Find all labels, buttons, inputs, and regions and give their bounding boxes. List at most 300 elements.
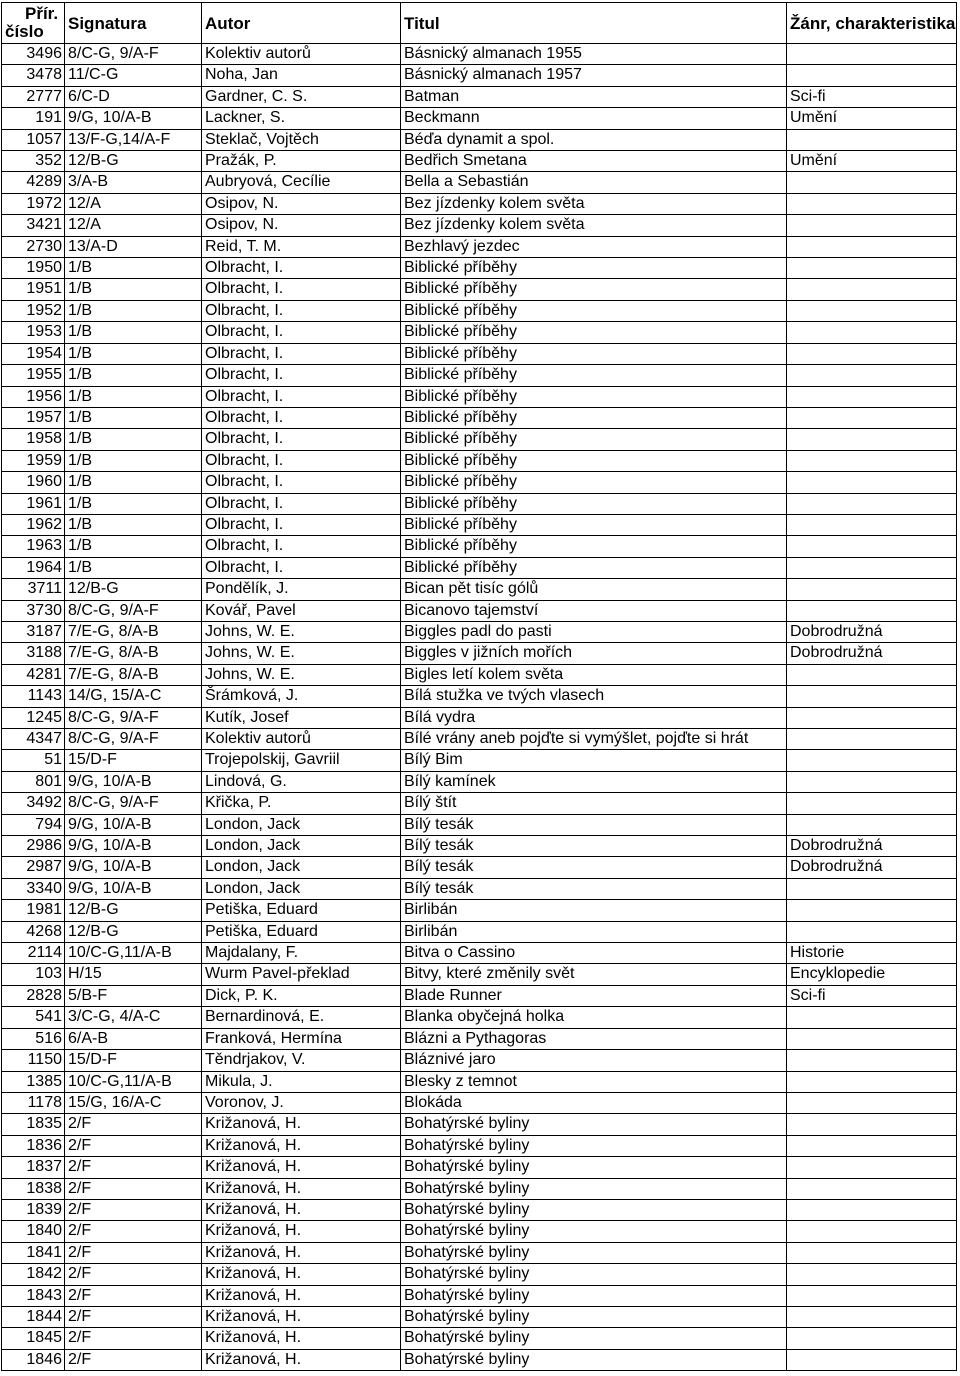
cell-genre [787,1178,957,1199]
cell-accession-number: 1835 [2,1114,65,1135]
cell-title: Biblické příběhy [401,279,787,300]
cell-signature: 1/B [65,450,202,471]
header-row [2,3,957,44]
table-row [2,472,957,493]
cell-signature: 6/A-B [65,1028,202,1049]
cell-author: Osipov, N. [202,215,401,236]
cell-genre: Dobrodružná [787,836,957,857]
table-row [2,236,957,257]
cell-signature: 2/F [65,1199,202,1220]
cell-author: Križanová, H. [202,1178,401,1199]
table-row [2,1157,957,1178]
cell-genre [787,771,957,792]
cell-accession-number: 1981 [2,900,65,921]
cell-accession-number: 3188 [2,643,65,664]
cell-genre [787,707,957,728]
cell-author: Križanová, H. [202,1306,401,1327]
cell-signature: 8/C-G, 9/A-F [65,600,202,621]
cell-signature: 15/G, 16/A-C [65,1092,202,1113]
cell-title: Biblické příběhy [401,300,787,321]
table-row [2,129,957,150]
cell-genre [787,1028,957,1049]
cell-author: Olbracht, I. [202,472,401,493]
cell-signature: 2/F [65,1285,202,1306]
cell-genre: Encyklopedie [787,964,957,985]
cell-title: Blade Runner [401,985,787,1006]
cell-title: Bílý tesák [401,878,787,899]
cell-genre [787,300,957,321]
header-signature: Signatura [65,3,202,44]
cell-title: Bohatýrské byliny [401,1178,787,1199]
cell-signature: 1/B [65,407,202,428]
cell-title: Bohatýrské byliny [401,1157,787,1178]
cell-accession-number: 1178 [2,1092,65,1113]
cell-title: Bohatýrské byliny [401,1242,787,1263]
cell-accession-number: 1955 [2,365,65,386]
cell-genre [787,1199,957,1220]
cell-author: Križanová, H. [202,1264,401,1285]
cell-title: Biblické příběhy [401,343,787,364]
table-row [2,279,957,300]
table-row [2,1071,957,1092]
cell-signature: 13/A-D [65,236,202,257]
table-header [2,3,957,44]
cell-signature: 9/G, 10/A-B [65,108,202,129]
cell-author: Olbracht, I. [202,429,401,450]
cell-signature: 12/A [65,215,202,236]
cell-author: Križanová, H. [202,1349,401,1370]
cell-signature: 2/F [65,1157,202,1178]
cell-author: Křička, P. [202,793,401,814]
table-row [2,1092,957,1113]
cell-author: Wurm Pavel-překlad [202,964,401,985]
cell-genre: Dobrodružná [787,643,957,664]
cell-title: Bílý Bim [401,750,787,771]
cell-signature: 1/B [65,300,202,321]
table-row [2,943,957,964]
cell-accession-number: 1845 [2,1328,65,1349]
cell-title: Bohatýrské byliny [401,1199,787,1220]
table-row [2,1242,957,1263]
cell-title: Blanka obyčejná holka [401,1007,787,1028]
cell-accession-number: 1836 [2,1135,65,1156]
cell-signature: 13/F-G,14/A-F [65,129,202,150]
cell-signature: 12/A [65,193,202,214]
cell-genre [787,322,957,343]
cell-genre [787,1221,957,1242]
cell-title: Bella a Sebastián [401,172,787,193]
cell-signature: 6/C-D [65,86,202,107]
cell-accession-number: 1958 [2,429,65,450]
cell-author: Johns, W. E. [202,664,401,685]
table-row [2,1285,957,1306]
cell-title: Bohatýrské byliny [401,1114,787,1135]
table-row [2,1306,957,1327]
cell-author: Těndrjakov, V. [202,1050,401,1071]
cell-accession-number: 1842 [2,1264,65,1285]
cell-title: Biblické příběhy [401,450,787,471]
cell-accession-number: 1972 [2,193,65,214]
cell-signature: 1/B [65,258,202,279]
cell-genre [787,407,957,428]
cell-author: Dick, P. K. [202,985,401,1006]
cell-signature: 15/D-F [65,1050,202,1071]
cell-author: Petiška, Eduard [202,900,401,921]
cell-title: Bezhlavý jezdec [401,236,787,257]
table-row [2,44,957,65]
cell-signature: 12/B-G [65,921,202,942]
table-row [2,1264,957,1285]
cell-genre [787,1285,957,1306]
cell-accession-number: 1952 [2,300,65,321]
cell-signature: 9/G, 10/A-B [65,814,202,835]
cell-accession-number: 1838 [2,1178,65,1199]
table-row [2,1221,957,1242]
cell-accession-number: 3492 [2,793,65,814]
cell-genre [787,900,957,921]
cell-title: Bílá vydra [401,707,787,728]
cell-signature: 8/C-G, 9/A-F [65,44,202,65]
cell-signature: 3/A-B [65,172,202,193]
cell-accession-number: 1959 [2,450,65,471]
cell-title: Bílý kamínek [401,771,787,792]
cell-accession-number: 2730 [2,236,65,257]
cell-title: Biblické příběhy [401,407,787,428]
cell-title: Biblické příběhy [401,365,787,386]
cell-signature: 10/C-G,11/A-B [65,943,202,964]
cell-author: Johns, W. E. [202,621,401,642]
cell-accession-number: 4268 [2,921,65,942]
cell-author: London, Jack [202,878,401,899]
cell-accession-number: 1961 [2,493,65,514]
cell-author: Osipov, N. [202,193,401,214]
cell-genre [787,236,957,257]
cell-author: Reid, T. M. [202,236,401,257]
cell-title: Bez jízdenky kolem světa [401,215,787,236]
cell-signature: 3/C-G, 4/A-C [65,1007,202,1028]
cell-signature: 1/B [65,514,202,535]
cell-accession-number: 1840 [2,1221,65,1242]
table-row [2,407,957,428]
table-row [2,750,957,771]
cell-accession-number: 1846 [2,1349,65,1370]
cell-accession-number: 3187 [2,621,65,642]
table-row [2,878,957,899]
cell-title: Bitva o Cassino [401,943,787,964]
cell-title: Bohatýrské byliny [401,1135,787,1156]
cell-genre [787,193,957,214]
cell-accession-number: 1143 [2,686,65,707]
cell-genre: Dobrodružná [787,857,957,878]
table-row [2,621,957,642]
cell-author: Bernardinová, E. [202,1007,401,1028]
table-row [2,964,957,985]
table-row [2,921,957,942]
cell-signature: H/15 [65,964,202,985]
table-row [2,1114,957,1135]
cell-title: Biblické příběhy [401,472,787,493]
cell-genre [787,386,957,407]
cell-genre [787,536,957,557]
cell-title: Biblické příběhy [401,514,787,535]
cell-genre [787,1328,957,1349]
table-row [2,1050,957,1071]
cell-genre [787,65,957,86]
cell-signature: 1/B [65,322,202,343]
cell-accession-number: 1837 [2,1157,65,1178]
table-row [2,1328,957,1349]
cell-author: London, Jack [202,814,401,835]
cell-author: Križanová, H. [202,1221,401,1242]
cell-accession-number: 1953 [2,322,65,343]
cell-accession-number: 3478 [2,65,65,86]
cell-author: Križanová, H. [202,1114,401,1135]
cell-accession-number: 4281 [2,664,65,685]
cell-author: Gardner, C. S. [202,86,401,107]
cell-author: London, Jack [202,836,401,857]
table-row [2,193,957,214]
cell-genre [787,215,957,236]
cell-title: Bedřich Smetana [401,151,787,172]
cell-signature: 7/E-G, 8/A-B [65,643,202,664]
cell-title: Birlibán [401,900,787,921]
cell-signature: 5/B-F [65,985,202,1006]
cell-author: Olbracht, I. [202,557,401,578]
cell-author: Olbracht, I. [202,258,401,279]
cell-title: Biblické příběhy [401,322,787,343]
cell-signature: 1/B [65,279,202,300]
cell-accession-number: 1957 [2,407,65,428]
cell-author: Križanová, H. [202,1199,401,1220]
cell-title: Bohatýrské byliny [401,1221,787,1242]
cell-author: Olbracht, I. [202,536,401,557]
cell-title: Bohatýrské byliny [401,1264,787,1285]
cell-signature: 1/B [65,557,202,578]
table-row [2,536,957,557]
table-row [2,643,957,664]
cell-accession-number: 1962 [2,514,65,535]
table-row [2,836,957,857]
cell-accession-number: 2777 [2,86,65,107]
cell-signature: 12/B-G [65,900,202,921]
cell-genre [787,1114,957,1135]
cell-title: Bílá stužka ve tvých vlasech [401,686,787,707]
cell-author: Majdalany, F. [202,943,401,964]
cell-genre [787,1071,957,1092]
cell-signature: 2/F [65,1242,202,1263]
table-row [2,557,957,578]
cell-accession-number: 1960 [2,472,65,493]
cell-title: Biblické příběhy [401,429,787,450]
cell-signature: 1/B [65,343,202,364]
table-row [2,151,957,172]
cell-genre [787,279,957,300]
cell-signature: 9/G, 10/A-B [65,771,202,792]
cell-genre: Umění [787,151,957,172]
cell-genre [787,1092,957,1113]
table-row [2,215,957,236]
cell-genre [787,686,957,707]
cell-genre [787,1242,957,1263]
cell-genre [787,429,957,450]
cell-title: Bohatýrské byliny [401,1306,787,1327]
cell-accession-number: 1385 [2,1071,65,1092]
cell-accession-number: 3421 [2,215,65,236]
header-genre: Žánr, charakteristika [787,3,957,44]
cell-genre [787,1135,957,1156]
cell-title: Bitvy, které změnily svět [401,964,787,985]
cell-accession-number: 1843 [2,1285,65,1306]
table-row [2,172,957,193]
table-row [2,814,957,835]
cell-author: Aubryová, Cecílie [202,172,401,193]
cell-author: Kovář, Pavel [202,600,401,621]
cell-genre [787,814,957,835]
cell-author: Križanová, H. [202,1242,401,1263]
table-row [2,600,957,621]
cell-author: Steklač, Vojtěch [202,129,401,150]
cell-title: Bílý tesák [401,814,787,835]
book-catalog-table [1,2,957,1371]
cell-genre [787,44,957,65]
cell-signature: 8/C-G, 9/A-F [65,793,202,814]
cell-genre [787,729,957,750]
cell-signature: 1/B [65,365,202,386]
cell-signature: 15/D-F [65,750,202,771]
cell-author: Olbracht, I. [202,279,401,300]
table-row [2,1199,957,1220]
cell-genre [787,921,957,942]
table-row [2,450,957,471]
cell-signature: 2/F [65,1328,202,1349]
cell-author: Johns, W. E. [202,643,401,664]
cell-title: Bican pět tisíc gólů [401,579,787,600]
cell-signature: 2/F [65,1178,202,1199]
cell-title: Bílý štít [401,793,787,814]
table-row [2,664,957,685]
table-row [2,729,957,750]
cell-accession-number: 1844 [2,1306,65,1327]
cell-accession-number: 1057 [2,129,65,150]
cell-title: Bohatýrské byliny [401,1349,787,1370]
cell-accession-number: 2986 [2,836,65,857]
cell-author: Kolektiv autorů [202,729,401,750]
cell-accession-number: 541 [2,1007,65,1028]
cell-author: Olbracht, I. [202,386,401,407]
table-row [2,514,957,535]
cell-accession-number: 1841 [2,1242,65,1263]
cell-title: Bílý tesák [401,857,787,878]
cell-signature: 2/F [65,1306,202,1327]
cell-title: Biblické příběhy [401,258,787,279]
cell-signature: 11/C-G [65,65,202,86]
cell-genre [787,664,957,685]
cell-accession-number: 794 [2,814,65,835]
cell-accession-number: 1963 [2,536,65,557]
cell-signature: 1/B [65,429,202,450]
cell-genre [787,1349,957,1370]
cell-title: Bigles letí kolem světa [401,664,787,685]
table-row [2,579,957,600]
table-row [2,985,957,1006]
cell-signature: 12/B-G [65,579,202,600]
table-row [2,793,957,814]
cell-title: Biblické příběhy [401,557,787,578]
cell-genre: Historie [787,943,957,964]
cell-accession-number: 1951 [2,279,65,300]
cell-author: Kolektiv autorů [202,44,401,65]
table-row [2,386,957,407]
cell-genre [787,557,957,578]
cell-accession-number: 3496 [2,44,65,65]
cell-accession-number: 3730 [2,600,65,621]
table-row [2,65,957,86]
table-row [2,1178,957,1199]
table-row [2,300,957,321]
cell-accession-number: 1839 [2,1199,65,1220]
cell-accession-number: 1964 [2,557,65,578]
header-author: Autor [202,3,401,44]
cell-genre [787,1007,957,1028]
cell-author: Olbracht, I. [202,493,401,514]
cell-author: Šrámková, J. [202,686,401,707]
cell-signature: 1/B [65,386,202,407]
cell-genre [787,172,957,193]
cell-author: Križanová, H. [202,1135,401,1156]
cell-title: Blesky z temnot [401,1071,787,1092]
cell-genre [787,450,957,471]
cell-title: Básnický almanach 1957 [401,65,787,86]
cell-genre [787,600,957,621]
cell-author: Olbracht, I. [202,514,401,535]
cell-genre: Dobrodružná [787,621,957,642]
cell-title: Batman [401,86,787,107]
cell-signature: 2/F [65,1114,202,1135]
cell-author: Petiška, Eduard [202,921,401,942]
cell-author: Olbracht, I. [202,343,401,364]
cell-title: Biblické příběhy [401,536,787,557]
cell-genre [787,750,957,771]
cell-author: London, Jack [202,857,401,878]
cell-title: Biblické příběhy [401,386,787,407]
cell-signature: 14/G, 15/A-C [65,686,202,707]
cell-signature: 2/F [65,1264,202,1285]
cell-genre: Sci-fi [787,86,957,107]
cell-genre [787,579,957,600]
cell-author: Križanová, H. [202,1285,401,1306]
cell-author: Olbracht, I. [202,365,401,386]
cell-author: Franková, Hermína [202,1028,401,1049]
cell-title: Biggles v jižních mořích [401,643,787,664]
table-row [2,686,957,707]
cell-genre [787,493,957,514]
cell-accession-number: 1956 [2,386,65,407]
cell-title: Blokáda [401,1092,787,1113]
cell-author: Olbracht, I. [202,450,401,471]
cell-accession-number: 1954 [2,343,65,364]
table-row [2,322,957,343]
cell-genre: Umění [787,108,957,129]
cell-accession-number: 4289 [2,172,65,193]
table-row [2,857,957,878]
cell-accession-number: 1150 [2,1050,65,1071]
cell-title: Birlibán [401,921,787,942]
cell-signature: 2/F [65,1221,202,1242]
cell-author: Križanová, H. [202,1328,401,1349]
cell-title: Bohatýrské byliny [401,1285,787,1306]
cell-title: Bílé vrány aneb pojďte si vymýšlet, pojďte si hrát [401,729,787,750]
cell-author: Voronov, J. [202,1092,401,1113]
